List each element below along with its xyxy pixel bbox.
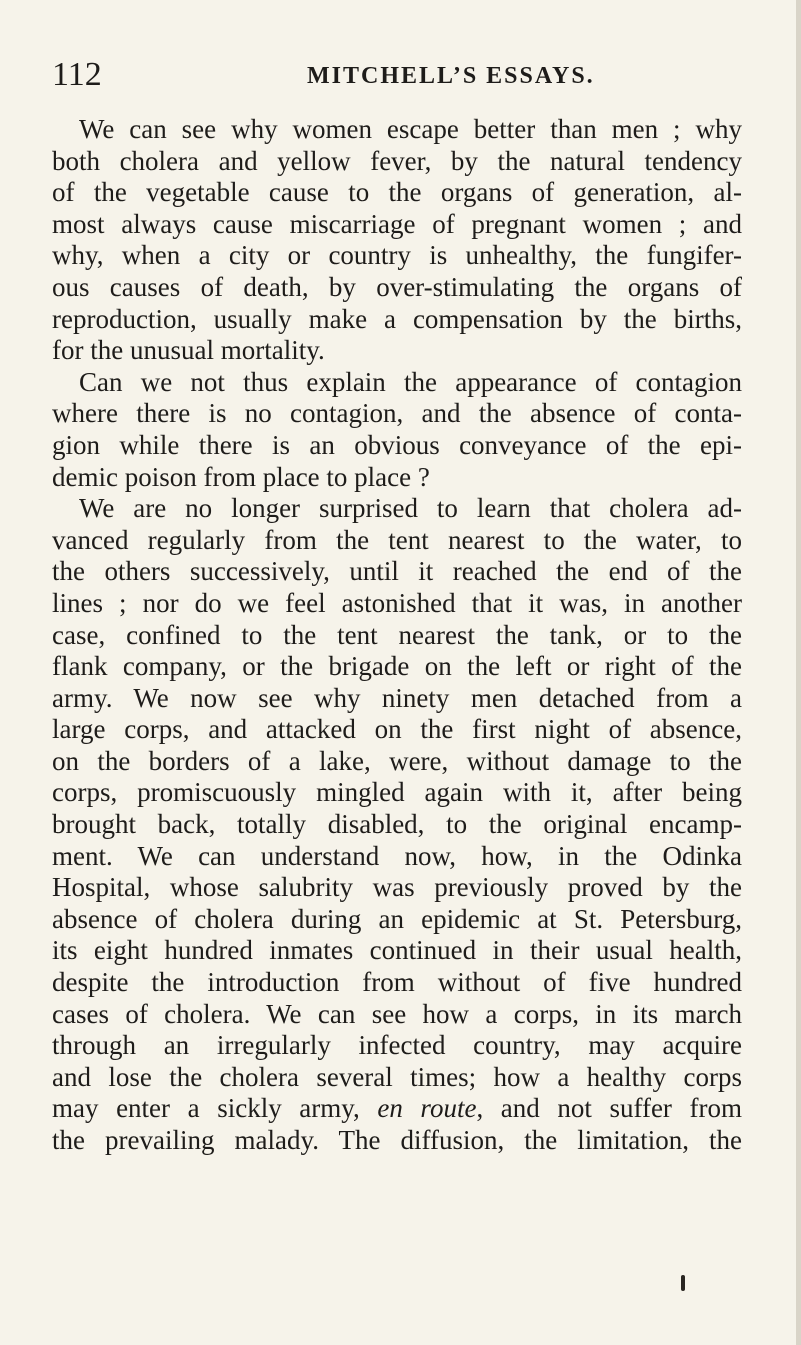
text-line: corps, promiscuously mingled again with it, after being — [52, 777, 742, 808]
text-line: on the borders of a lake, were, without damage to the — [52, 745, 742, 776]
text-line: army. We now see why ninety men detached from a — [52, 682, 742, 713]
text-line: and lose the cholera several times; how a healthy corps — [52, 1061, 742, 1092]
page-header — [52, 55, 742, 95]
text-line: reproduction, usually make a compensation by the births, — [52, 303, 742, 334]
ink-speck — [681, 1275, 685, 1291]
text-line: where there is no contagion, and the absence of conta- — [52, 398, 742, 429]
text-line: the prevailing malady. The diffusion, the limitation, the — [52, 1125, 742, 1155]
text-line: the others successively, until it reached the end of the — [52, 556, 742, 587]
text-line: for the unusual mortality. — [52, 335, 325, 366]
text-line: despite the introduction from without of five hundred — [52, 967, 742, 998]
text-line: ous causes of death, by over-stimulating the organs of — [52, 271, 742, 302]
text-line — [52, 1093, 742, 1125]
text-line: both cholera and yellow fever, by the natural tendency — [52, 145, 742, 176]
page-edge-shadow — [796, 0, 801, 1345]
running-head: MITCHELL’S ESSAYS. — [307, 63, 595, 89]
text-line: vanced regularly from the tent nearest to the water, to — [52, 524, 742, 555]
text-line: We can see why women escape better than men ; why — [79, 114, 742, 144]
text-line: ment. We can understand now, how, in the Odinka — [52, 840, 742, 871]
page-number: 112 — [52, 56, 102, 93]
text-line: of the vegetable cause to the organs of generation, al- — [52, 177, 742, 208]
text-line: case, confined to the tent nearest the tank, or to the — [52, 619, 742, 650]
text-line: through an irregularly infected country, may acquire — [52, 1030, 742, 1061]
text-line: Hospital, whose salubrity was previously proved by the — [52, 872, 742, 903]
text-line: We are no longer surprised to learn that cholera ad- — [79, 493, 742, 524]
text-line: cases of cholera. We can see how a corps, in its march — [52, 998, 742, 1029]
text-run: may enter a sickly army, — [52, 1093, 378, 1124]
text-line: absence of cholera during an epidemic at St. Petersburg, — [52, 903, 742, 934]
text-line: why, when a city or country is unhealthy, the fungifer- — [52, 240, 742, 271]
text-line: flank company, or the brigade on the left or right of the — [52, 651, 742, 682]
text-line: most always cause miscarriage of pregnant women ; and — [52, 208, 742, 239]
text-line: large corps, and attacked on the first night of absence, — [52, 714, 742, 745]
text-line: lines ; nor do we feel astonished that it was, in another — [52, 587, 742, 618]
italic-phrase: en route — [377, 1093, 477, 1124]
text-line: gion while there is an obvious conveyance of the epi- — [52, 429, 742, 460]
text-line: Can we not thus explain the appearance of contagion — [79, 366, 742, 397]
text-line: brought back, totally disabled, to the original encamp- — [52, 809, 742, 840]
body-text — [52, 114, 742, 1157]
text-line: demic poison from place to place ? — [52, 461, 430, 492]
text-run: , and not suffer from — [476, 1093, 742, 1124]
text-line: its eight hundred inmates continued in their usual health, — [52, 935, 742, 966]
